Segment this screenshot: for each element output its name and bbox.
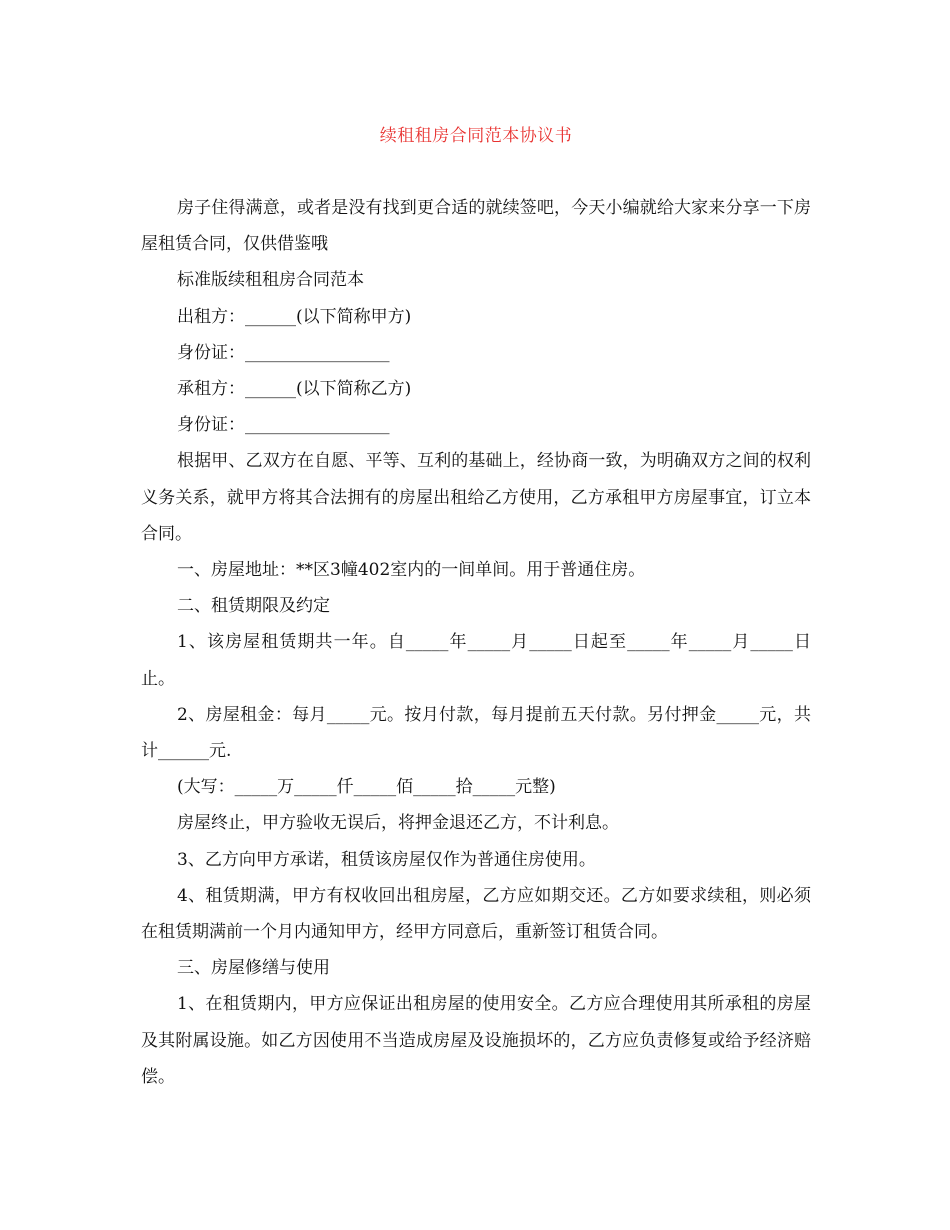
deposit-return-clause: 房屋终止，甲方验收无误后，将押金退还乙方，不计利息。: [177, 813, 619, 834]
amount-in-words: (大写：_____万_____仟_____佰_____拾_____元整): [177, 777, 556, 798]
section-3-heading: 三、房屋修缮与使用: [177, 958, 330, 979]
lessee-line: 承租方：______(以下简称乙方): [177, 379, 412, 400]
clause-2-1: 1、该房屋租赁期共一年。自_____年_____月_____日起至_____年_____月_____日止。: [141, 632, 811, 689]
clause-2-4: 4、租赁期满，甲方有权收回出租房屋，乙方应如期交还。乙方如要求续租，则必须在租赁期满前一个月内通知甲方，经甲方同意后，重新签订租赁合同。: [141, 885, 811, 943]
lessor-id-line: 身份证：_________________: [177, 342, 390, 363]
intro-paragraph: 房子住得满意，或者是没有找到更合适的就续签吧，今天小编就给大家来分享一下房屋租赁合同，仅供借鉴哦: [141, 198, 811, 255]
document-title: 续租租房合同范本协议书: [379, 126, 573, 146]
lessee-id-line: 身份证：_________________: [177, 415, 390, 436]
clause-3-1: 1、在租赁期内，甲方应保证出租房屋的使用安全。乙方应合理使用其所承租的房屋及其附属设施。如乙方因使用不当造成房屋及设施损坏的，乙方应负责修复或给予经济赔偿。: [141, 994, 811, 1087]
preamble-paragraph: 根据甲、乙双方在自愿、平等、互利的基础上，经协商一致，为明确双方之间的权利义务关系，就甲方将其合法拥有的房屋出租给乙方使用，乙方承租甲方房屋事宜，订立本合同。: [141, 451, 811, 544]
document-page: [141, 116, 811, 1095]
clause-2-2: 2、房屋租金：每月_____元。按月付款，每月提前五天付款。另付押金_____元，共计______元.: [141, 704, 811, 762]
section-2-heading: 二、租赁期限及约定: [177, 596, 330, 617]
section-1-address: 一、房屋地址：**区3幢402室内的一间单间。用于普通住房。: [177, 560, 646, 581]
contract-heading: 标准版续租租房合同范本: [177, 270, 364, 291]
lessor-line: 出租方：______(以下简称甲方): [177, 306, 412, 327]
clause-2-3: 3、乙方向甲方承诺，租赁该房屋仅作为普通住房使用。: [177, 849, 596, 870]
